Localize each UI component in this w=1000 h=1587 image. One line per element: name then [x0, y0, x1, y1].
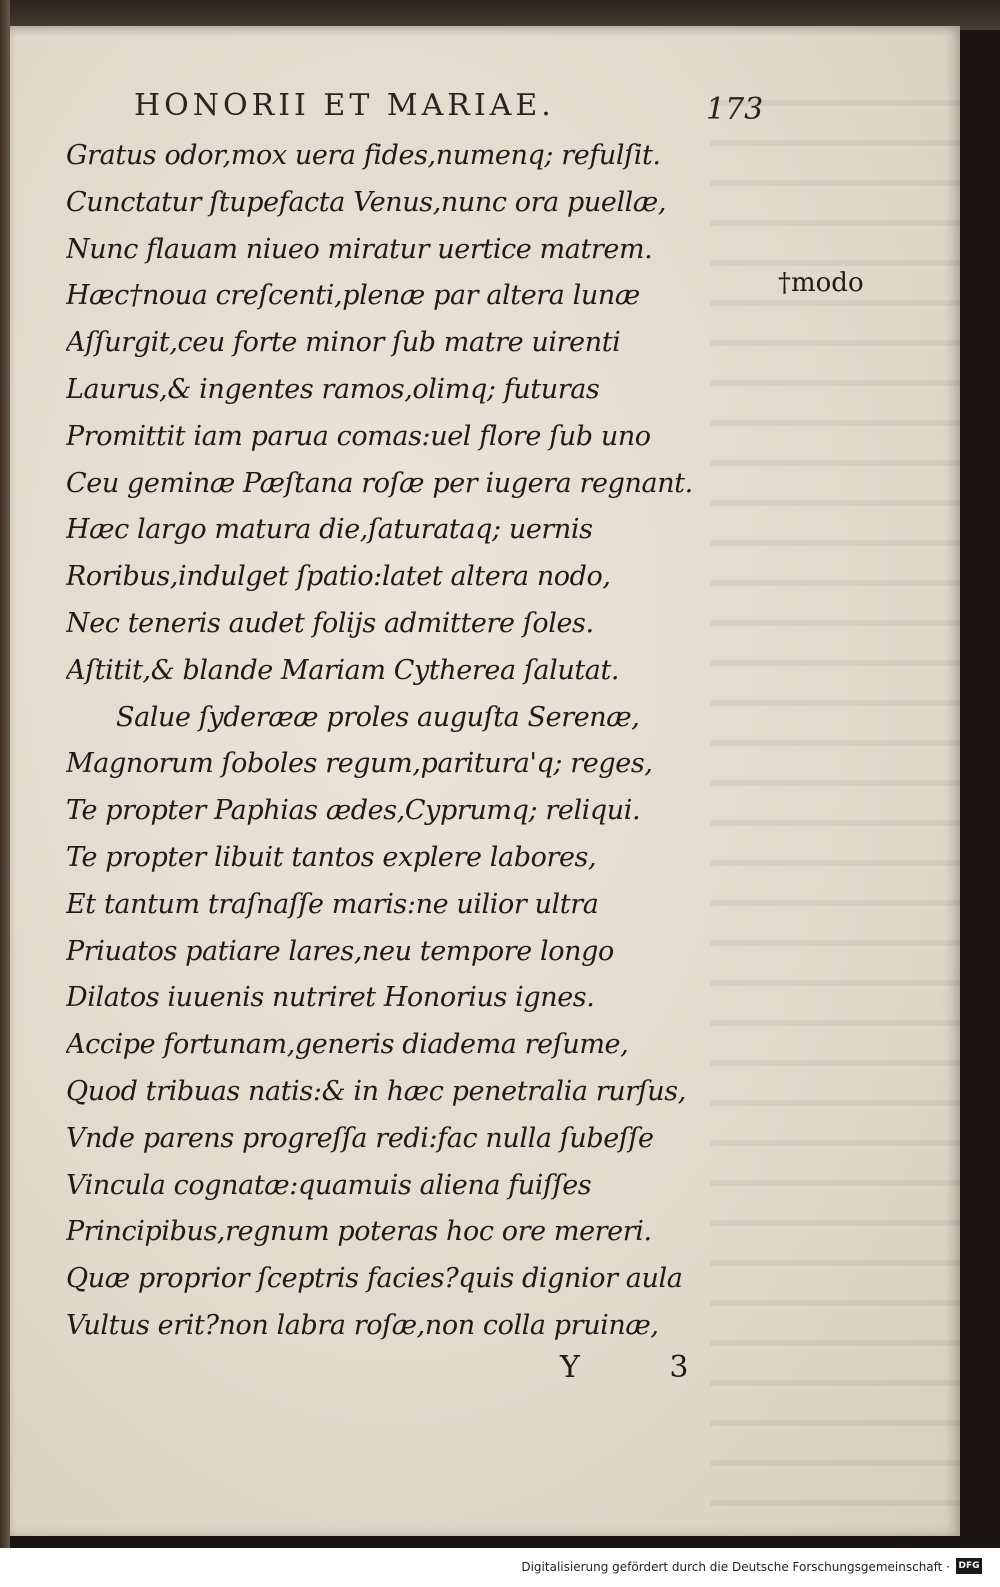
- verse-line: Promittit iam parua comas:uel flore ſub uno: [66, 420, 651, 452]
- verse-line: Laurus,& ingentes ramos,olimq; futuras: [66, 373, 600, 405]
- verse-line: Roribus,indulget ſpatio:latet altera nodo,: [66, 561, 611, 593]
- page-number: 173: [706, 92, 764, 127]
- verse-line: Aſtitit,& blande Mariam Cytherea ſalutat.: [66, 654, 620, 686]
- verse-line: Quæ proprior ſceptris facies?quis dignior aula: [66, 1263, 683, 1295]
- verse-line: Principibus,regnum poteras hoc ore mereri.: [66, 1216, 652, 1248]
- marginal-note: †modo: [778, 268, 864, 298]
- verse-text: [66, 133, 726, 1350]
- book-spine-edge: [0, 0, 10, 1587]
- verse-line: Magnorum ſoboles regum,paritura'q; reges,: [66, 748, 653, 780]
- signature-mark: Y 3: [560, 1350, 729, 1385]
- verse-line: Aſſurgit,ceu forte minor ſub matre uirenti: [66, 327, 621, 359]
- verse-line: Accipe fortunam,generis diadema reſume,: [66, 1029, 629, 1061]
- verse-line: Nec teneris audet folijs admittere ſoles.: [66, 607, 594, 639]
- running-head: HONORII ET MARIAE.: [134, 88, 555, 123]
- verse-line: Dilatos iuuenis nutriret Honorius ignes.: [66, 982, 595, 1014]
- digitization-footer: [0, 1548, 1000, 1587]
- verse-line: Ceu geminæ Pæſtana roſæ per iugera regnant.: [66, 467, 693, 499]
- funding-credit: Digitalisierung gefördert durch die Deutsche Forschungsgemeinschaft ·: [521, 1560, 950, 1574]
- verse-line: Vultus erit?non labra roſæ,non colla pruinæ,: [66, 1309, 659, 1341]
- dfg-logo: DFG: [956, 1558, 982, 1574]
- verse-line: Te propter Paphias ædes,Cyprumq; reliqui.: [66, 795, 641, 827]
- verse-line: Salue ſyderææ proles auguſta Serenæ,: [116, 701, 640, 733]
- verse-line: Hæc†noua creſcenti,plenæ par altera lunæ: [66, 280, 640, 312]
- verse-line: Hæc largo matura die,ſaturataq; uernis: [66, 514, 593, 546]
- verse-line: Vnde parens progreſſa redi:fac nulla ſubeſſe: [66, 1122, 654, 1154]
- verse-line: Et tantum traſnaſſe maris:ne uilior ultra: [66, 888, 599, 920]
- verse-line: Quod tribuas natis:& in hæc penetralia rurſus,: [66, 1075, 686, 1107]
- verse-line: Gratus odor,mox uera fides,numenq; refulſit.: [66, 140, 661, 171]
- verse-line: Cunctatur ſtupefacta Venus,nunc ora puellæ,: [66, 186, 667, 218]
- verse-line: Priuatos patiare lares,neu tempore longo: [66, 935, 614, 967]
- verse-line: Nunc flauam niueo miratur uertice matrem.: [66, 233, 653, 265]
- verse-line: Te propter libuit tantos explere labores,: [66, 841, 597, 873]
- verse-line: Vincula cognatæ:quamuis aliena fuiſſes: [66, 1169, 592, 1201]
